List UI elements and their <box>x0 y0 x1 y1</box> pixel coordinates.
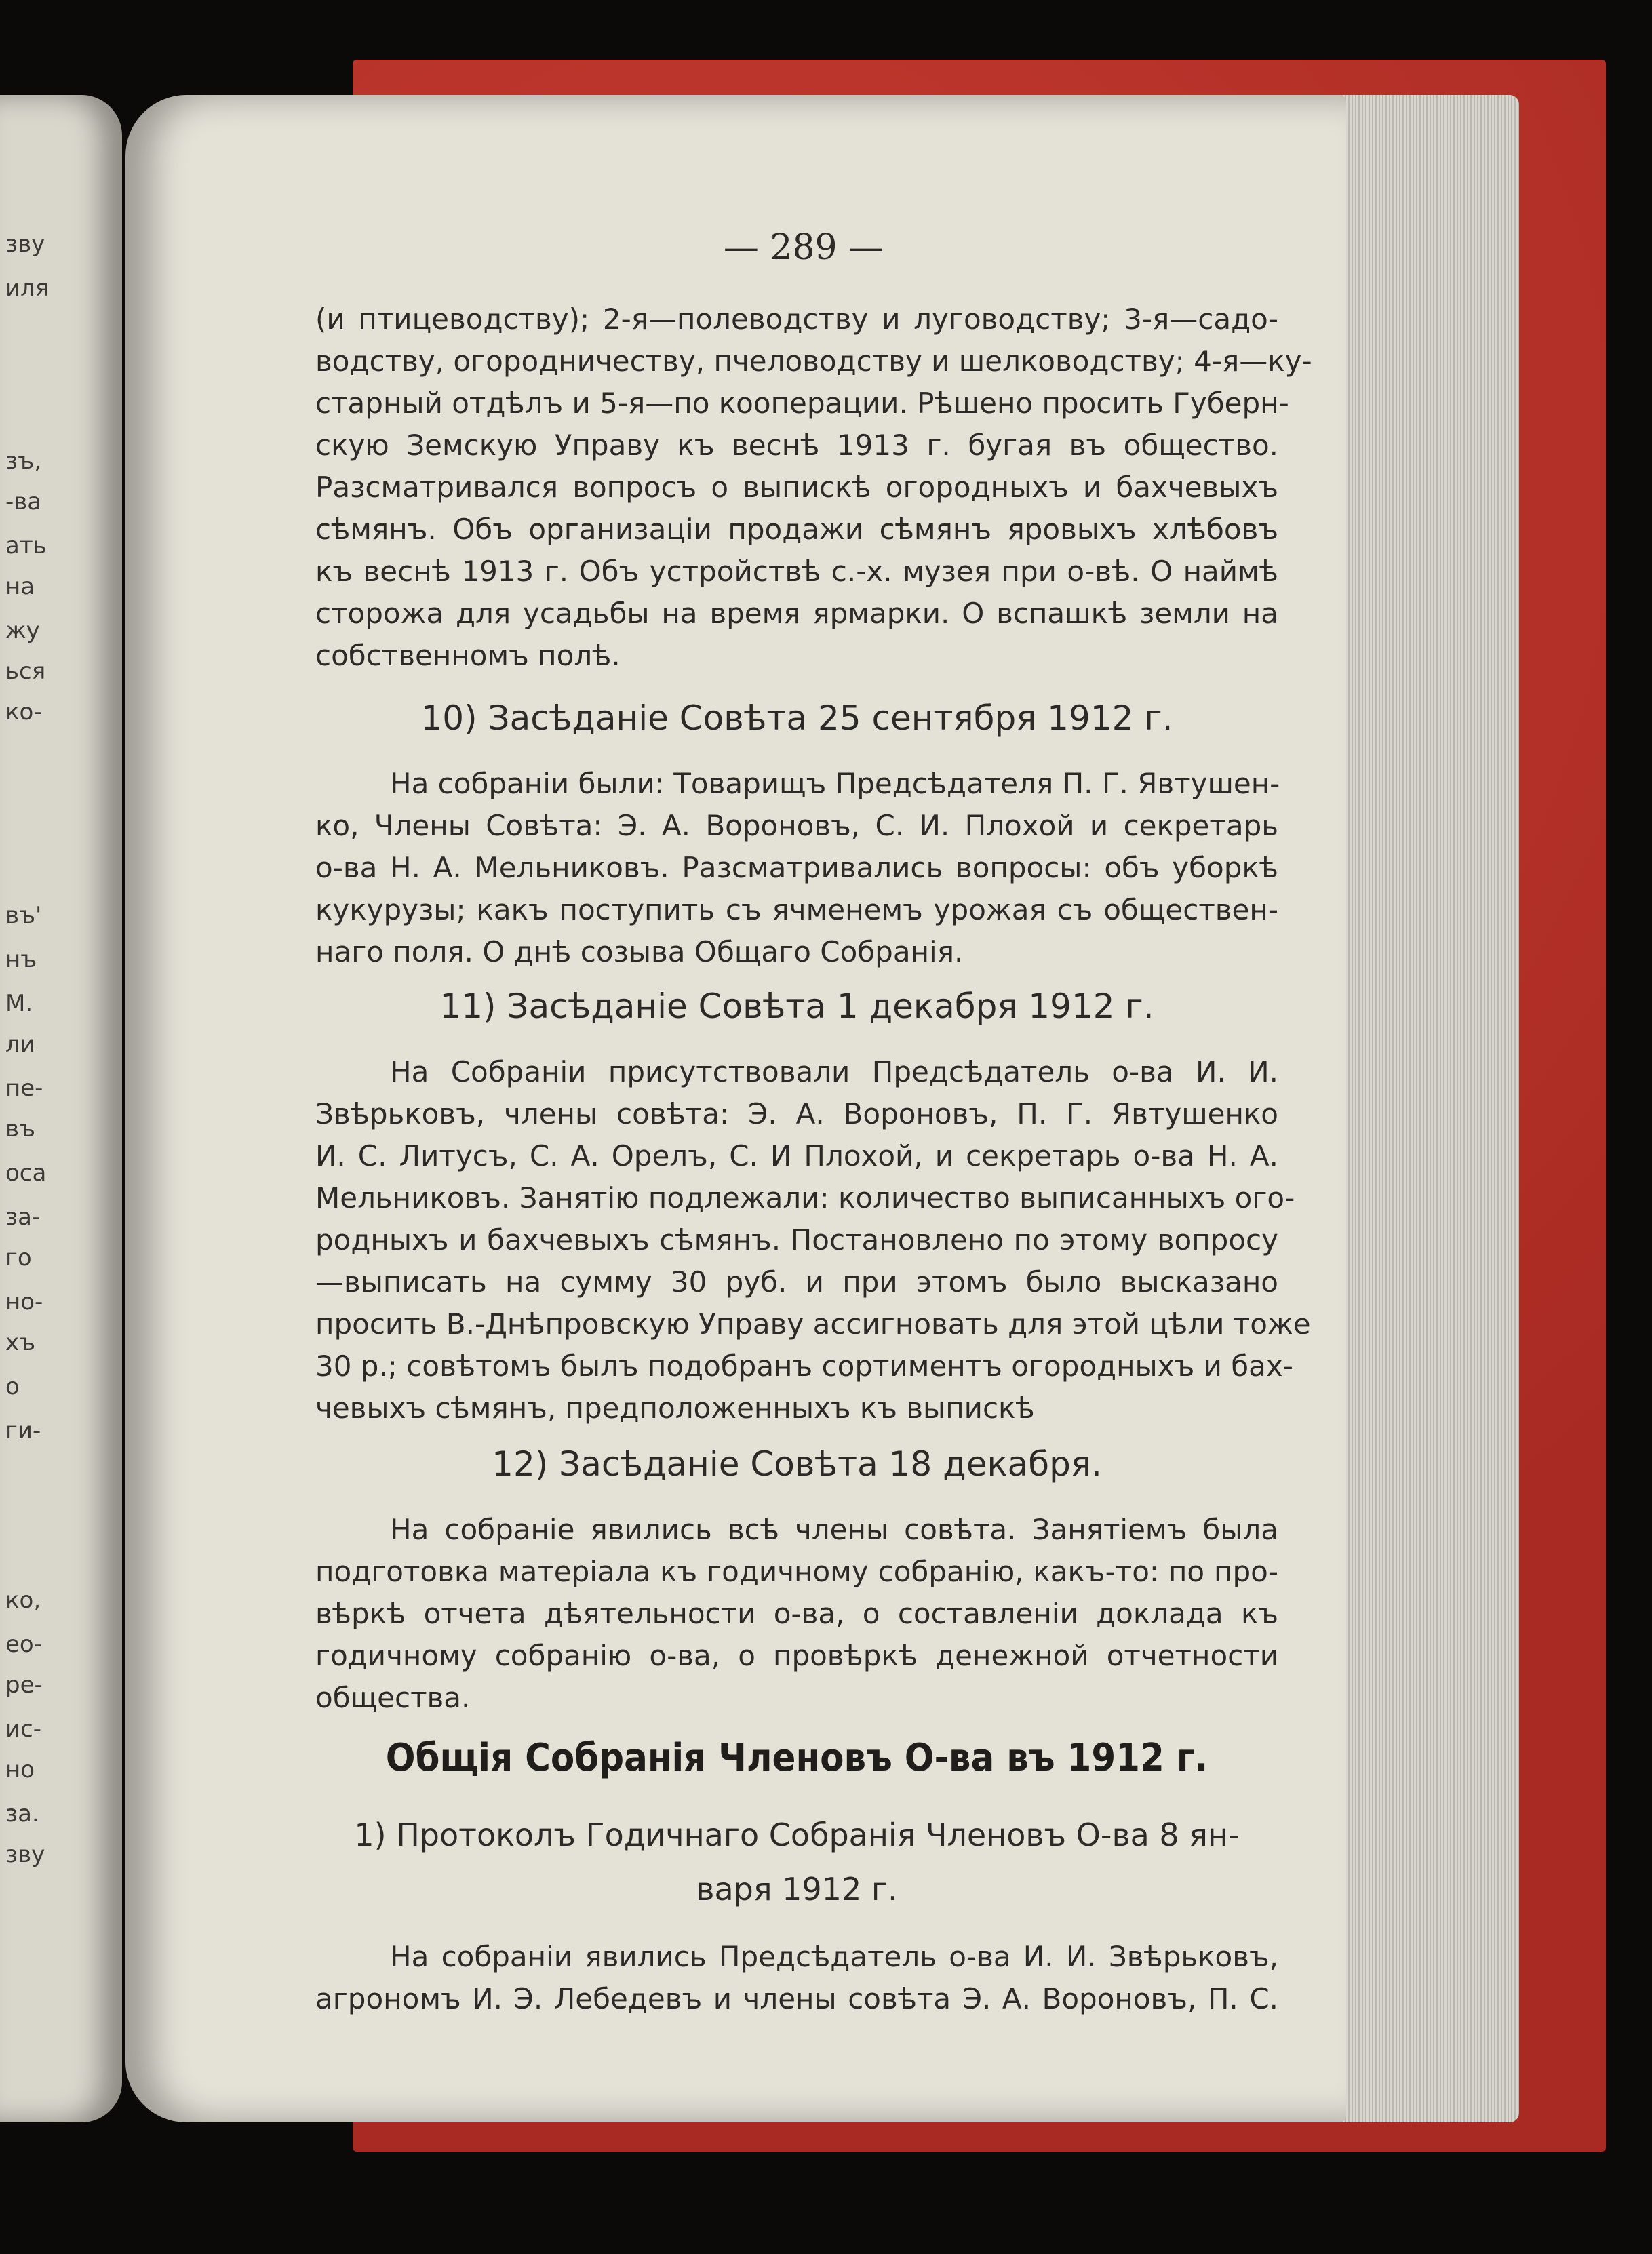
protocol-heading-line1: 1) Протоколъ Годичнаго Собранія Членовъ О-ва 8 ян- <box>354 1817 1240 1853</box>
left-page-fragment: ги- <box>5 1417 41 1444</box>
text-line: подготовка матеріала къ годичному собранію, какъ-то: по про- <box>315 1555 1278 1588</box>
text-line: агрономъ И. Э. Лебедевъ и члены совѣта Э. А. Вороновъ, П. С. <box>315 1982 1278 2015</box>
text-line: сторожа для усадьбы на время ярмарки. О вспашкѣ земли на <box>315 597 1278 630</box>
left-page-fragment: зву <box>5 1841 45 1868</box>
text-line: сѣмянъ. Объ организаціи продажи сѣмянъ яровыхъ хлѣбовъ <box>315 513 1278 546</box>
page-edges <box>1316 95 1519 2122</box>
left-page-fragment: -ва <box>5 488 42 515</box>
left-page-fragment: нъ <box>5 946 37 973</box>
left-page-fragment: ко, <box>5 1587 41 1614</box>
left-page-fragment: ре- <box>5 1672 43 1699</box>
section-10-heading: 10) Засѣданіе Совѣта 25 сентября 1912 г. <box>420 698 1173 738</box>
left-page-fragment: ео- <box>5 1631 42 1658</box>
left-page-fragment: но <box>5 1756 35 1783</box>
text-line: И. С. Литусъ, С. А. Орелъ, С. И Плохой, и секретарь о-ва Н. А. <box>315 1139 1278 1172</box>
left-page-fragment: ься <box>5 658 46 685</box>
text-line: годичному собранію о-ва, о провѣркѣ денежной отчетности <box>315 1639 1278 1672</box>
left-page-fragment: ли <box>5 1031 35 1058</box>
text-line: (и птицеводству); 2-я—полеводству и луговодству; 3-я—садо- <box>315 302 1278 336</box>
text-line: На Собраніи присутствовали Предсѣдатель о-ва И. И. <box>390 1055 1278 1088</box>
text-line: общества. <box>315 1681 471 1714</box>
section-12-heading: 12) Засѣданіе Совѣта 18 декабря. <box>492 1444 1102 1484</box>
text-line: чевыхъ сѣмянъ, предположенныхъ къ выпискѣ <box>315 1391 1035 1425</box>
text-line: Разсматривался вопросъ о выпискѣ огородныхъ и бахчевыхъ <box>315 471 1278 504</box>
left-page-fragment: за- <box>5 1204 41 1231</box>
left-page-fragment: въ' <box>5 902 42 929</box>
text-line: Мельниковъ. Занятію подлежали: количество выписанныхъ ого- <box>315 1181 1295 1214</box>
text-line: просить В.-Днѣпровскую Управу ассигновать для этой цѣли тоже <box>315 1307 1311 1341</box>
general-meetings-heading: Общія Собранія Членовъ О-ва въ 1912 г. <box>385 1736 1208 1780</box>
book-page <box>125 95 1346 2122</box>
text-line: о-ва Н. А. Мельниковъ. Разсматривались вопросы: объ уборкѣ <box>315 851 1278 884</box>
left-page-fragment: хъ <box>5 1329 36 1356</box>
left-page-fragment: го <box>5 1244 32 1271</box>
text-line: собственномъ полѣ. <box>315 639 621 672</box>
left-page-fragment: ко- <box>5 698 42 726</box>
text-line: водству, огородничеству, пчеловодству и шелководству; 4-я—ку- <box>315 344 1312 378</box>
left-page-fragment: зъ, <box>5 448 41 475</box>
text-line: родныхъ и бахчевыхъ сѣмянъ. Постановлено по этому вопросу <box>315 1223 1278 1257</box>
left-page-fragment: о <box>5 1373 20 1400</box>
protocol-heading-line2: варя 1912 г. <box>696 1871 898 1907</box>
text-line: —выписать на сумму 30 руб. и при этомъ было высказано <box>315 1265 1278 1299</box>
text-line: На собраніи явились Предсѣдатель о-ва И. И. Звѣрьковъ, <box>390 1940 1278 1973</box>
section-11-heading: 11) Засѣданіе Совѣта 1 декабря 1912 г. <box>439 987 1154 1026</box>
text-line: ко, Члены Совѣта: Э. А. Вороновъ, С. И. Плохой и секретарь <box>315 809 1278 842</box>
left-page-fragment: зву <box>5 231 45 258</box>
left-page-fragment: жу <box>5 617 40 644</box>
left-page-fragment: ать <box>5 532 47 559</box>
text-line: наго поля. О днѣ созыва Общаго Собранія. <box>315 935 964 968</box>
text-line: скую Земскую Управу къ веснѣ 1913 г. бугая въ общество. <box>315 429 1278 462</box>
left-page-fragment: въ <box>5 1115 36 1143</box>
left-page-fragment: за. <box>5 1800 39 1827</box>
text-line: къ веснѣ 1913 г. Объ устройствѣ с.-х. музея при о-вѣ. О наймѣ <box>315 555 1278 588</box>
text-line: старный отдѣлъ и 5-я—по кооперации. Рѣшено просить Губерн- <box>315 387 1289 420</box>
left-page-fragment: пе- <box>5 1075 43 1102</box>
left-page-fragment: М. <box>5 990 33 1017</box>
left-page-fragment: иля <box>5 275 50 302</box>
left-page-fragment: ис- <box>5 1716 42 1743</box>
text-line: На собраніи были: Товарищъ Предсѣдателя П. Г. Явтушен- <box>390 767 1280 800</box>
left-page <box>0 95 122 2122</box>
left-page-fragment: на <box>5 573 35 600</box>
left-page-fragment: но- <box>5 1288 43 1316</box>
text-line: На собраніе явились всѣ члены совѣта. Занятіемъ была <box>390 1513 1278 1546</box>
page-number: — 289 — <box>723 227 884 268</box>
text-line: кукурузы; какъ поступить съ ячменемъ урожая съ обществен- <box>315 893 1278 926</box>
text-line: 30 р.; совѣтомъ былъ подобранъ сортиментъ огородныхъ и бах- <box>315 1349 1293 1383</box>
text-line: вѣркѣ отчета дѣятельности о-ва, о составленіи доклада къ <box>315 1597 1278 1630</box>
text-line: Звѣрьковъ, члены совѣта: Э. А. Вороновъ, П. Г. Явтушенко <box>315 1097 1278 1130</box>
left-page-fragment: оса <box>5 1160 47 1187</box>
